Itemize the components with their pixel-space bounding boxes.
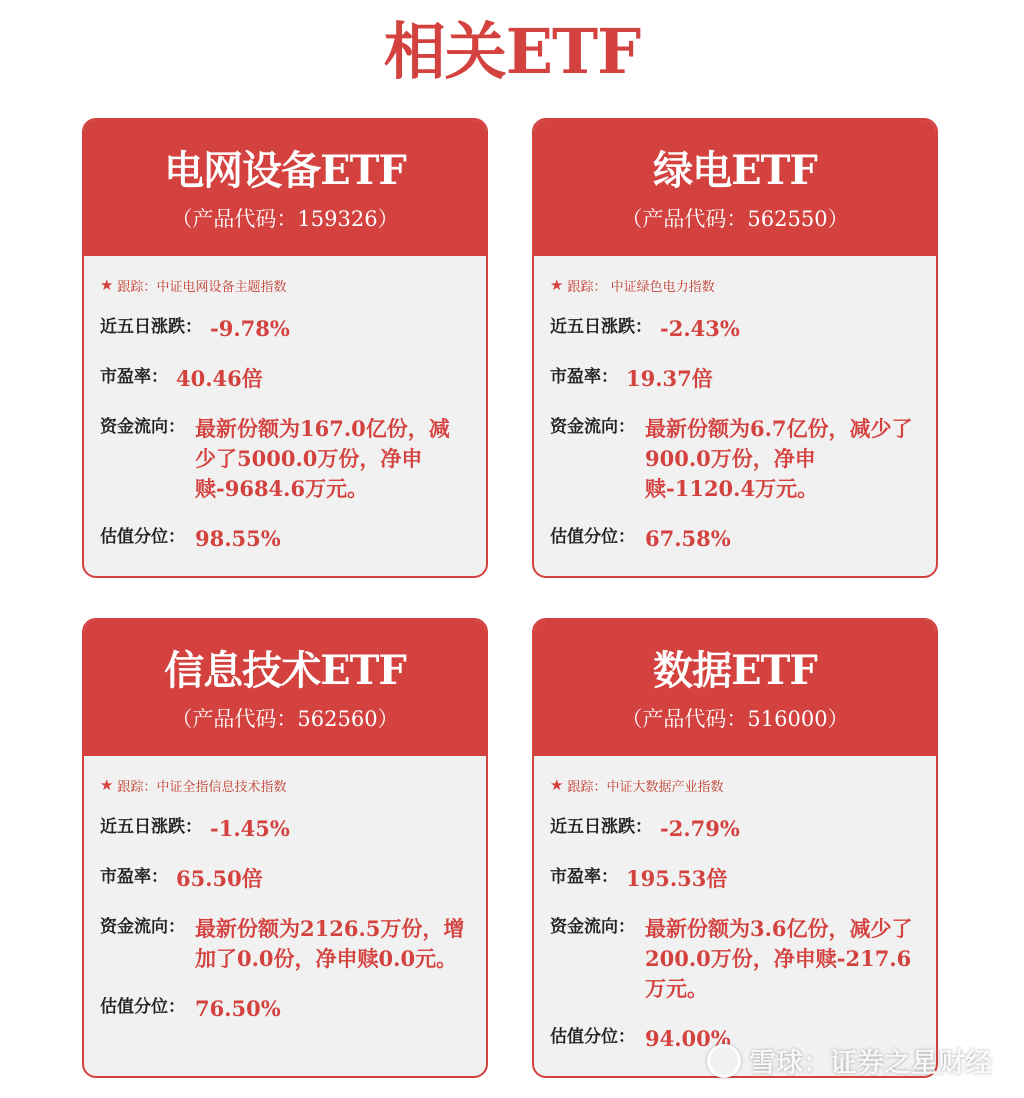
flow-value: 最新份额为6.7亿份，减少了900.0万份，净申赎-1120.4万元。	[645, 416, 913, 501]
tracking-line	[100, 776, 470, 794]
tracking-index: 跟踪：中证大数据产业指数	[567, 779, 724, 795]
valuation-label: 估值分位：	[100, 997, 185, 1017]
etf-card-data	[532, 618, 938, 1078]
pe-label: 市盈率：	[550, 367, 618, 387]
snowball-logo-icon	[707, 1044, 741, 1078]
tracking-line	[100, 276, 470, 294]
pe-value: 19.37倍	[626, 366, 713, 391]
star-icon: ★	[550, 276, 564, 294]
card-body	[84, 756, 486, 1024]
product-code: （产品代码：562560）	[171, 707, 399, 731]
star-icon: ★	[550, 776, 564, 794]
etf-card-info-tech	[82, 618, 488, 1078]
change-value: -2.79%	[660, 816, 740, 841]
tracking-index: 跟踪：中证电网设备主题指数	[117, 279, 287, 295]
etf-card-green-power	[532, 118, 938, 578]
change-label: 近五日涨跌：	[100, 317, 202, 337]
pe-row	[550, 864, 920, 894]
tracking-line	[550, 776, 920, 794]
etf-name: 电网设备ETF	[164, 147, 406, 194]
change-row	[550, 314, 920, 344]
watermark-text: 雪球：证券之星财经	[749, 1048, 992, 1079]
product-code: （产品代码：562550）	[621, 207, 849, 231]
pe-row	[100, 864, 470, 894]
pe-label: 市盈率：	[100, 867, 168, 887]
etf-name: 数据ETF	[653, 647, 817, 694]
change-label: 近五日涨跌：	[550, 817, 652, 837]
flow-value: 最新份额为2126.5万份，增加了0.0份，净申赎0.0元。	[195, 916, 465, 971]
etf-name: 绿电ETF	[653, 147, 817, 194]
valuation-label: 估值分位：	[550, 527, 635, 547]
flow-value: 最新份额为167.0亿份，减少了5000.0万份，净申赎-9684.6万元。	[195, 416, 450, 501]
etf-card-grid-equipment	[82, 118, 488, 578]
tracking-index: 跟踪：中证全指信息技术指数	[117, 779, 287, 795]
card-header	[84, 120, 486, 256]
change-row	[550, 814, 920, 844]
flow-label: 资金流向：	[550, 917, 635, 937]
pe-value: 65.50倍	[176, 866, 263, 891]
change-label: 近五日涨跌：	[100, 817, 202, 837]
tracking-line	[550, 276, 920, 294]
valuation-row	[100, 994, 470, 1024]
valuation-value: 67.58%	[645, 526, 731, 551]
valuation-row	[100, 524, 470, 554]
pe-row	[550, 364, 920, 394]
flow-row	[100, 414, 470, 504]
valuation-value: 76.50%	[195, 996, 281, 1021]
tracking-index: 跟踪： 中证绿色电力指数	[567, 279, 715, 295]
change-label: 近五日涨跌：	[550, 317, 652, 337]
pe-row	[100, 364, 470, 394]
valuation-label: 估值分位：	[550, 1027, 635, 1047]
pe-value: 195.53倍	[626, 866, 728, 891]
product-code: （产品代码：159326）	[171, 207, 399, 231]
card-header	[534, 620, 936, 756]
flow-value: 最新份额为3.6亿份，减少了200.0万份，净申赎-217.6万元。	[645, 916, 913, 1001]
pe-label: 市盈率：	[550, 867, 618, 887]
card-body	[84, 256, 486, 554]
valuation-label: 估值分位：	[100, 527, 185, 547]
change-row	[100, 814, 470, 844]
pe-value: 40.46倍	[176, 366, 263, 391]
flow-label: 资金流向：	[100, 917, 185, 937]
card-body	[534, 256, 936, 554]
flow-row	[550, 414, 920, 504]
product-code: （产品代码：516000）	[621, 707, 849, 731]
card-body	[534, 756, 936, 1054]
pe-label: 市盈率：	[100, 367, 168, 387]
star-icon: ★	[100, 776, 114, 794]
flow-label: 资金流向：	[100, 417, 185, 437]
change-value: -2.43%	[660, 316, 740, 341]
star-icon: ★	[100, 276, 114, 294]
change-value: -9.78%	[210, 316, 290, 341]
etf-name: 信息技术ETF	[164, 647, 406, 694]
flow-row	[550, 914, 920, 1004]
change-row	[100, 314, 470, 344]
card-header	[84, 620, 486, 756]
flow-row	[100, 914, 470, 974]
watermark	[707, 1041, 992, 1080]
change-value: -1.45%	[210, 816, 290, 841]
card-header	[534, 120, 936, 256]
valuation-value: 94.00%	[645, 1026, 731, 1051]
valuation-row	[550, 524, 920, 554]
page-title: 相关ETF	[383, 15, 641, 88]
flow-label: 资金流向：	[550, 417, 635, 437]
valuation-value: 98.55%	[195, 526, 281, 551]
